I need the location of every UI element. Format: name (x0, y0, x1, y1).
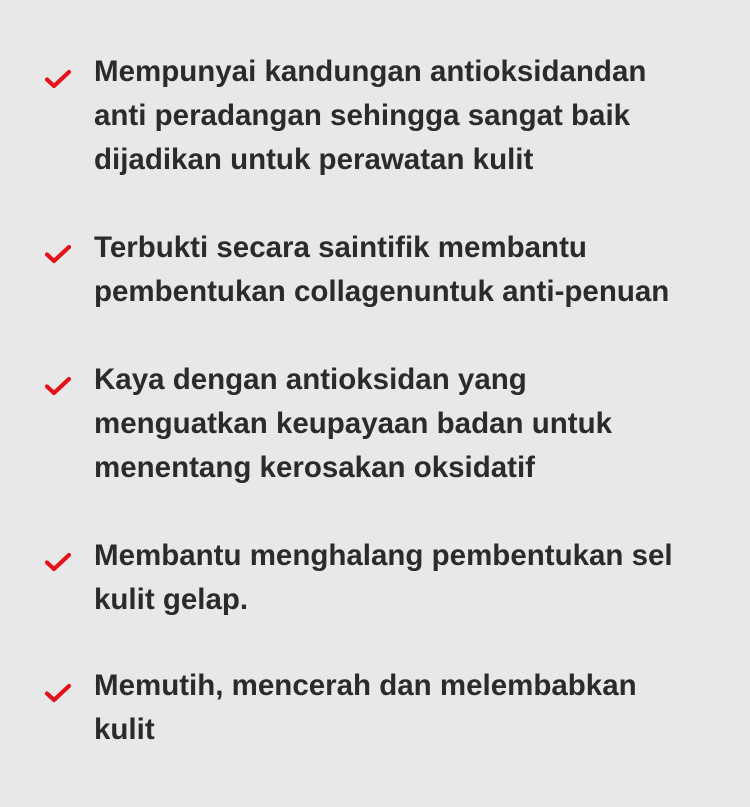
checkmark-icon (45, 244, 71, 264)
benefit-text: Membantu menghalang pembentukan sel kulit gelap. (94, 539, 673, 616)
benefit-text: Terbukti secara saintifik membantu pembentukan collagenuntuk anti-penuan (94, 231, 670, 308)
checkmark-icon (45, 69, 71, 89)
benefit-text: Mempunyai kandungan antioksidandan anti peradangan sehingga sangat baik dijadikan untuk perawatan kulit (94, 55, 647, 176)
benefit-text: Kaya dengan antioksidan yang menguatkan keupayaan badan untuk menentang kerosakan oksidatif (94, 363, 613, 484)
checkmark-icon (45, 683, 71, 703)
checkmark-icon (45, 552, 71, 572)
checkmark-icon (45, 376, 71, 396)
benefit-text: Memutih, mencerah dan melembabkan kulit (94, 669, 637, 746)
